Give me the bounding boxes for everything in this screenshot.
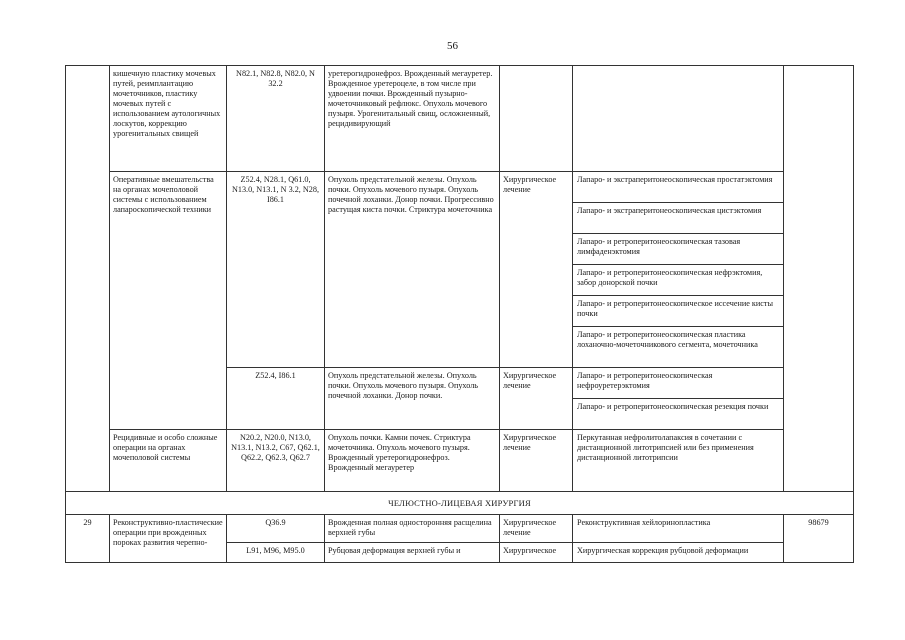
intervention-name-cell: Реконструктивно-пластические операции при врожденных пороках развития черепно- [110,515,227,563]
icd-codes-cell: N20.2, N20.0, N13.0, N13.1, N13.2, C67, Q62.1, Q62.2, Q62.3, Q62.7 [227,430,325,492]
treatment-type-cell: Хирургическое лечение [500,430,573,492]
method-cell: Лапаро- и ретроперитонеоскопическая нефрэктомия, забор донорской почки [573,265,784,296]
treatment-type-cell: Хирургическое лечение [500,515,573,543]
page-number: 56 [447,40,458,52]
intervention-name-cell: кишечную пластику мочевых путей, реимплантацию мочеточников, пластику мочевых путей с использованием аутологичных лоскутов, коррекцию урогенитальных свищей [110,66,227,172]
table-row [66,172,854,203]
price-cell: 98679 [784,515,854,563]
section-row [66,492,854,515]
intervention-name-cell: Оперативные вмешательства на органах мочеполовой системы с использованием лапароскопической техники [110,172,227,430]
group-number-cell: 29 [66,515,110,563]
method-cell: Лапаро- и ретроперитонеоскопическая резекция почки [573,399,784,430]
method-cell: Перкутанная нефролитолапаксия в сочетании с дистанционной литотрипсией или без применения дистанционной литотрипсии [573,430,784,492]
table-row [66,515,854,543]
treatment-type-cell [500,66,573,172]
method-cell: Хирургическая коррекция рубцовой деформации [573,543,784,563]
diagnosis-cell: Опухоль почки. Камни почек. Стриктура мочеточника. Опухоль мочевого пузыря. Врожденный уретерогидронефроз. Врожденный мегауретер [325,430,500,492]
method-cell: Лапаро- и ретроперитонеоскопическая нефроуретерэктомия [573,368,784,399]
group-number-cell [66,66,110,492]
section-title: ЧЕЛЮСТНО-ЛИЦЕВАЯ ХИРУРГИЯ [66,492,854,515]
icd-codes-cell: Z52.4, N28.1, Q61.0, N13.0, N13.1, N 3.2, N28, I86.1 [227,172,325,368]
diagnosis-cell: Врожденная полная односторонняя расщелина верхней губы [325,515,500,543]
method-cell: Лапаро- и экстраперитонеоскопическая цистэктомия [573,203,784,234]
method-cell: Лапаро- и экстраперитонеоскопическая простатэктомия [573,172,784,203]
treatment-type-cell: Хирургическое [500,543,573,563]
price-cell [784,66,854,492]
diagnosis-cell: Опухоль предстательной железы. Опухоль почки. Опухоль мочевого пузыря. Опухоль почечной лоханки. Донор почки. Прогрессивно растущая киста почки. Стриктура мочеточника [325,172,500,368]
icd-codes-cell: Q36.9 [227,515,325,543]
table-row [66,430,854,492]
vmp-table [65,65,854,563]
diagnosis-cell: уретерогидронефроз. Врожденный мегауретер. Врожденное уретероцеле, в том числе при удвоении почки. Врожденный пузырно-мочеточниковый рефлюкс. Опухоль мочевого пузыря. Урогенитальный свищ, осложненный, рецидивирующий [325,66,500,172]
table-row [66,66,854,172]
method-cell: Лапаро- и ретроперитонеоскопическая пластика лоханочно-мочеточникового сегмента, мочеточника [573,327,784,368]
method-cell: Лапаро- и ретроперитонеоскопическое иссечение кисты почки [573,296,784,327]
method-cell [573,66,784,172]
method-cell: Лапаро- и ретроперитонеоскопическая тазовая лимфаденэктомия [573,234,784,265]
icd-codes-cell: N82.1, N82.8, N82.0, N 32.2 [227,66,325,172]
treatment-type-cell: Хирургическое лечение [500,172,573,368]
method-cell: Реконструктивная хейлоринопластика [573,515,784,543]
treatment-type-cell: Хирургическое лечение [500,368,573,430]
icd-codes-cell: Z52.4, I86.1 [227,368,325,430]
icd-codes-cell: L91, M96, M95.0 [227,543,325,563]
diagnosis-cell: Опухоль предстательной железы. Опухоль почки. Опухоль мочевого пузыря. Опухоль почечной лоханки. Донор почки. [325,368,500,430]
diagnosis-cell: Рубцовая деформация верхней губы и [325,543,500,563]
intervention-name-cell: Рецидивные и особо сложные операции на органах мочеполовой системы [110,430,227,492]
